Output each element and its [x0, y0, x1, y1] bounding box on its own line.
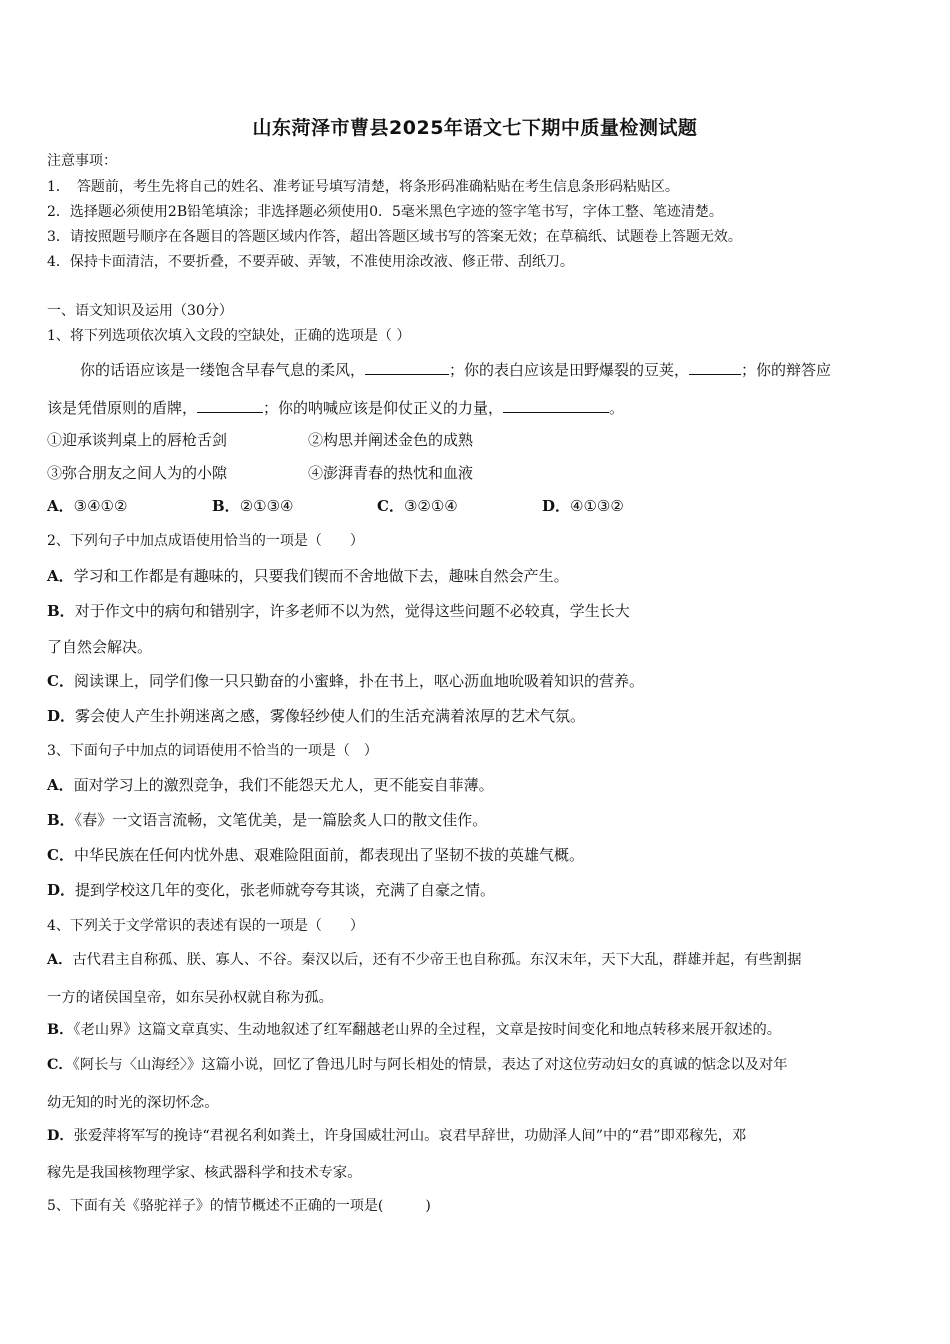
q1-option-d[interactable]: D．④①③②	[542, 497, 624, 515]
page-title: 山东菏泽市曹县2025年语文七下期中质量检测试题	[252, 117, 698, 139]
q1-passage-line-1	[80, 360, 831, 379]
notice-item-2: 2．选择题必须使用2B铅笔填涂；非选择题必须使用0．5毫米黑色字迹的签字笔书写，字体工整、笔迹清楚。	[47, 204, 723, 220]
q1-item: ①迎承谈判桌上的唇枪舌剑	[47, 431, 228, 449]
q1-item: ②构思并阐述金色的成熟	[308, 431, 474, 449]
q3-stem: 3、下面句子中加点的词语使用不恰当的一项是（ ）	[47, 743, 378, 759]
q4-option-b[interactable]: B．《老山界》这篇文章真实、生动地叙述了红军翻越老山界的全过程，文章是按时间变化和地点转移来展开叙述的。	[47, 1022, 782, 1038]
q2-option-d[interactable]: D．雾会使人产生扑朔迷离之感，雾像轻纱使人们的生活充满着浓厚的艺术气氛。	[47, 707, 586, 725]
q1-passage-part: 。	[609, 399, 625, 417]
q1-passage-part: ；你的呐喊应该是仰仗正义的力量，	[263, 399, 504, 417]
q2-option-c[interactable]: C．阅读课上，同学们像一只只勤奋的小蜜蜂，扑在书上，呕心沥血地吮吸着知识的营养。	[47, 672, 644, 690]
q1-passage-part: 你的话语应该是一缕饱含早春气息的柔风，	[80, 361, 366, 379]
q1-passage-part: ；你的表白应该是田野爆裂的豆荚，	[449, 361, 690, 379]
q2-option-b[interactable]: B．对于作文中的病句和错别字，许多老师不以为然，觉得这些问题不必较真，学生长大	[47, 602, 630, 620]
q1-stem: 1、将下列选项依次填入文段的空缺处，正确的选项是（ ）	[47, 328, 411, 344]
q4-option-d-cont: 稼先是我国核物理学家、核武器科学和技术专家。	[47, 1165, 362, 1181]
q1-option-c[interactable]: C．③②①④	[377, 497, 458, 515]
q1-item: ③弥合朋友之间人为的小隙	[47, 464, 228, 482]
q3-option-b[interactable]: B．《春》一文语言流畅，文笔优美，是一篇脍炙人口的散文佳作。	[47, 811, 488, 829]
q4-option-a-cont: 一方的诸侯国皇帝，如东吴孙权就自称为孤。	[47, 990, 333, 1006]
notice-item-3: 3．请按照题号顺序在各题目的答题区域内作答，超出答题区域书写的答案无效；在草稿纸、试题卷上答题无效。	[47, 229, 742, 245]
q3-option-d[interactable]: D．提到学校这几年的变化，张老师就夸夸其谈，充满了自豪之情。	[47, 881, 496, 899]
answer-blank[interactable]	[197, 398, 263, 413]
q2-option-a[interactable]: A．学习和工作都是有趣味的，只要我们锲而不舍地做下去，趣味自然会产生。	[47, 567, 569, 585]
q4-option-c[interactable]: C．《阿长与〈山海经〉》这篇小说，回忆了鲁迅儿时与阿长相处的情景，表达了对这位劳动妇女的真诚的惦念以及对年	[47, 1057, 788, 1073]
section-heading: 一、语文知识及运用（30分）	[47, 303, 233, 319]
q1-items-row-2	[47, 464, 474, 482]
q2-stem: 2、下列句子中加点成语使用恰当的一项是（ ）	[47, 533, 364, 549]
notice-item-1: 1． 答题前，考生先将自己的姓名、准考证号填写清楚，将条形码准确粘贴在考生信息条形码粘贴区。	[47, 179, 679, 195]
answer-blank[interactable]	[365, 360, 449, 375]
q1-options	[47, 497, 624, 515]
q1-passage-part: 该是凭借原则的盾牌，	[47, 399, 198, 417]
q2-option-b-cont: 了自然会解决。	[47, 638, 153, 656]
notice-heading: 注意事项：	[47, 153, 117, 169]
q1-option-a[interactable]: A．③④①②	[47, 497, 128, 515]
q1-items-row-1	[47, 431, 474, 449]
answer-blank[interactable]	[689, 360, 741, 375]
notice-item-4: 4．保持卡面清洁，不要折叠，不要弄破、弄皱，不准使用涂改液、修正带、刮纸刀。	[47, 254, 574, 270]
q5-stem: 5、下面有关《骆驼祥子》的情节概述不正确的一项是( )	[47, 1198, 431, 1214]
q4-stem: 4、下列关于文学常识的表述有误的一项是（ ）	[47, 918, 364, 934]
q4-option-c-cont: 幼无知的时光的深切怀念。	[47, 1095, 219, 1111]
q4-option-a[interactable]: A．古代君主自称孤、朕、寡人、不谷。秦汉以后，还有不少帝王也自称孤。东汉末年，天下大乱，群雄并起，有些割据	[47, 952, 802, 968]
q1-option-b[interactable]: B．②①③④	[212, 497, 294, 515]
q1-passage-line-2	[47, 398, 624, 417]
q1-item: ④澎湃青春的热忱和血液	[308, 464, 474, 482]
q4-option-d[interactable]: D．张爱萍将军写的挽诗“君视名利如粪土，许身国威壮河山。哀君早辞世，功勋泽人间”中的“君”即邓稼先，邓	[47, 1128, 747, 1144]
q3-option-c[interactable]: C．中华民族在任何内忧外患、艰难险阻面前，都表现出了坚韧不拔的英雄气概。	[47, 846, 584, 864]
q1-passage-part: ；你的辩答应	[741, 361, 832, 379]
answer-blank[interactable]	[503, 398, 609, 413]
q3-option-a[interactable]: A．面对学习上的激烈竞争，我们不能怨天尤人，更不能妄自菲薄。	[47, 776, 494, 794]
